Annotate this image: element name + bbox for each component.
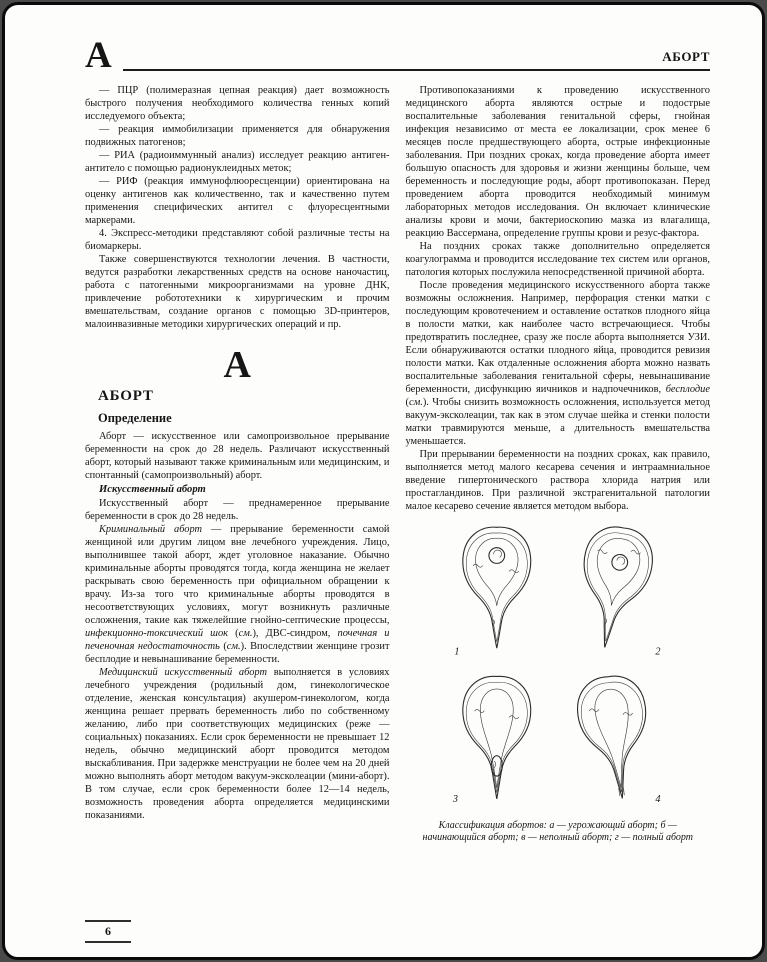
page-number: 6: [85, 920, 131, 943]
uterus-figure-2: [571, 522, 660, 657]
paragraph-ria: — РИА (радиоиммунный анализ) исследует реакцию антиген-антитело с помощью радионуклеидных меток;: [85, 149, 390, 174]
figure-label-1: 1: [454, 646, 460, 658]
paragraph-definition: Аборт — искусственное или самопроизвольное прерывание беременности на срок до 28 недель. Различают искусственный аборт, который называют также криминальным или медицинским, и спонтанный (самопроизвольный) аборт.: [85, 431, 390, 482]
subsection-artificial-title: Искусственный аборт: [99, 484, 206, 496]
uterus-figure-4: [573, 672, 660, 804]
paragraph-contraindications: Противопоказаниями к проведению искусственного медицинского аборта являются острые и подострые воспалительные заболевания генитальной сферы, гнойная инфекция независимо от места ее локализации, срок менее 6 месяцев после предшествующего аборта, острые инфекционные заболевания. При поздних сроках, когда проведение аборта имеет большую опасность для здоровья и жизни женщины больше, чем беременность и последующие роды, аборт противопоказан. Перед проведением аборта проводится необходимый минимум лабораторных методов исследования. Он включает клинические анализы крови и мочи, бактериоскопию мазка из влагалища, реакцию Вассермана, определение группы крови и резус-фактора.: [405, 84, 710, 239]
uterus-diagrams: [440, 521, 676, 813]
section-letter: А: [223, 343, 251, 386]
uterus-figure-3: [452, 676, 531, 805]
right-column: [406, 84, 711, 845]
two-column-layout: [85, 84, 710, 845]
subsection-definition-title: Определение: [98, 411, 172, 426]
running-header-rule: [123, 48, 710, 71]
article-title: АБОРТ: [98, 388, 154, 405]
paragraph-express-methods: 4. Экспресс-методики представляют собой различные тесты на биомаркеры.: [85, 227, 390, 252]
left-column: [85, 84, 390, 845]
running-header: [85, 35, 710, 76]
paragraph-criminal: Криминальный аборт — прерывание беременности самой женщиной или другим лицом вне лечебного учреждения. Лицо, выполнившее такой аборт, ждет уголовное наказание. Обычно криминальные аборты проводятся тогда, когда женщина не желает раскрывать свою беременность при официальном обращении к врачу. Из-за того что криминальные аборты проводятся в несоответствующих условиях, могут возникнуть различные осложнения, такие как тяжелейшие гнойно-септические процессы, инфекционно-токсический шок (см.), ДВС-синдром, почечная и печеночная недостаточность (см.). Впоследствии женщине грозит бесплодие и невынашивание беременности.: [85, 524, 390, 666]
book-page: [2, 2, 765, 960]
figure-label-2: 2: [655, 646, 661, 658]
paragraph-pcr: — ПЦР (полимеразная цепная реакция) дает возможность быстрого получения необходимого количества генных копий исследуемого объекта;: [85, 84, 390, 122]
paragraph-late-termination: При прерывании беременности на поздних сроках, как правило, выполняется метод малого кесарева сечения и интраамниальное введение гипертонического раствора хлорида натрия или простагландинов. При различной экстрагенитальной патологии малое кесарево сечение является методом выбора.: [405, 448, 710, 512]
paragraph-medical: Медицинский искусственный аборт выполняется в условиях лечебного учреждения (родильный дом, гинекологическое отделение, женская консультация) акушером-гинекологом, когда женщина решает прервать беременность либо по собственному желанию, либо при соответствующих медицинских (реже — социальных) показаниях. Если срок беременности не превышает 12 недель, обычно медицинский аборт проводится методом выскабливания. При задержке менструации не более чем на 20 дней можно выполнять аборт методом вакуум-эксколеации (мини-аборт). В том случае, если срок беременности более 12—14 недель, возможность проведения аборта определяется медицинскими показаниями.: [85, 667, 390, 822]
abortion-classification-figure: [406, 521, 711, 845]
paragraph-rif: — РИФ (реакция иммунофлюоресценции) ориентирована на оценку антигенов как количественно, так и качественно путем применения специфических антител с флуоресцентными маркерами.: [85, 175, 390, 226]
figure-label-4: 4: [655, 793, 661, 805]
paragraph-treatment-tech: Также совершенствуются технологии лечения. В частности, ведутся разработки лекарственных средств на основе наночастиц, работа с патогенными микроорганизмами на уровне ДНК, привлечение робототехники к хирургическим и прочим вмешательствам, создание органов с помощью 3D-принтеров, малоинвазивные методики хирургических операций и пр.: [85, 253, 390, 330]
figure-label-3: 3: [452, 793, 458, 805]
paragraph-complications: После проведения медицинского искусственного аборта также возможны осложнения. Например, перфорация стенки матки с последующим кровотечением и оставление остатков плодного яйца в полости матки, как наиболее часто встречающиеся. Чтобы предотвратить последнее, сразу же после аборта выполняется УЗИ. Если обнаруживаются остатки плодного яйца, проводится ревизия полости матки. Как отдаленные осложнения аборта можно назвать воспалительные заболевания генитальной сферы, невынашивание беременности, дисфункцию яичников и надпочечников, бесплодие (см.). Чтобы снизить возможность осложнения, используется метод вакуум-эксколеации, так как в этом случае шейка и стенки полости матки травмируются меньше, а длительность вмешательства уменьшается.: [405, 279, 710, 447]
running-header-title: АБОРТ: [662, 48, 710, 64]
figure-caption: Классификация абортов: а — угрожающий аборт; б — начинающийся аборт; в — неполный аборт; г — полный аборт: [422, 819, 693, 844]
paragraph-artificial: Искусственный аборт — преднамеренное прерывание беременности в срок до 28 недель.: [85, 498, 390, 523]
uterus-figure-1: [454, 527, 530, 657]
paragraph-late-terms: На поздних сроках также дополнительно определяется коагулограмма и проводится исследование тех систем или органов, патология которых послужила непосредственной причиной аборта.: [405, 240, 710, 278]
paragraph-immobilization: — реакция иммобилизации применяется для обнаружения подвижных патогенов;: [85, 123, 390, 148]
running-header-letter: А: [85, 35, 113, 76]
